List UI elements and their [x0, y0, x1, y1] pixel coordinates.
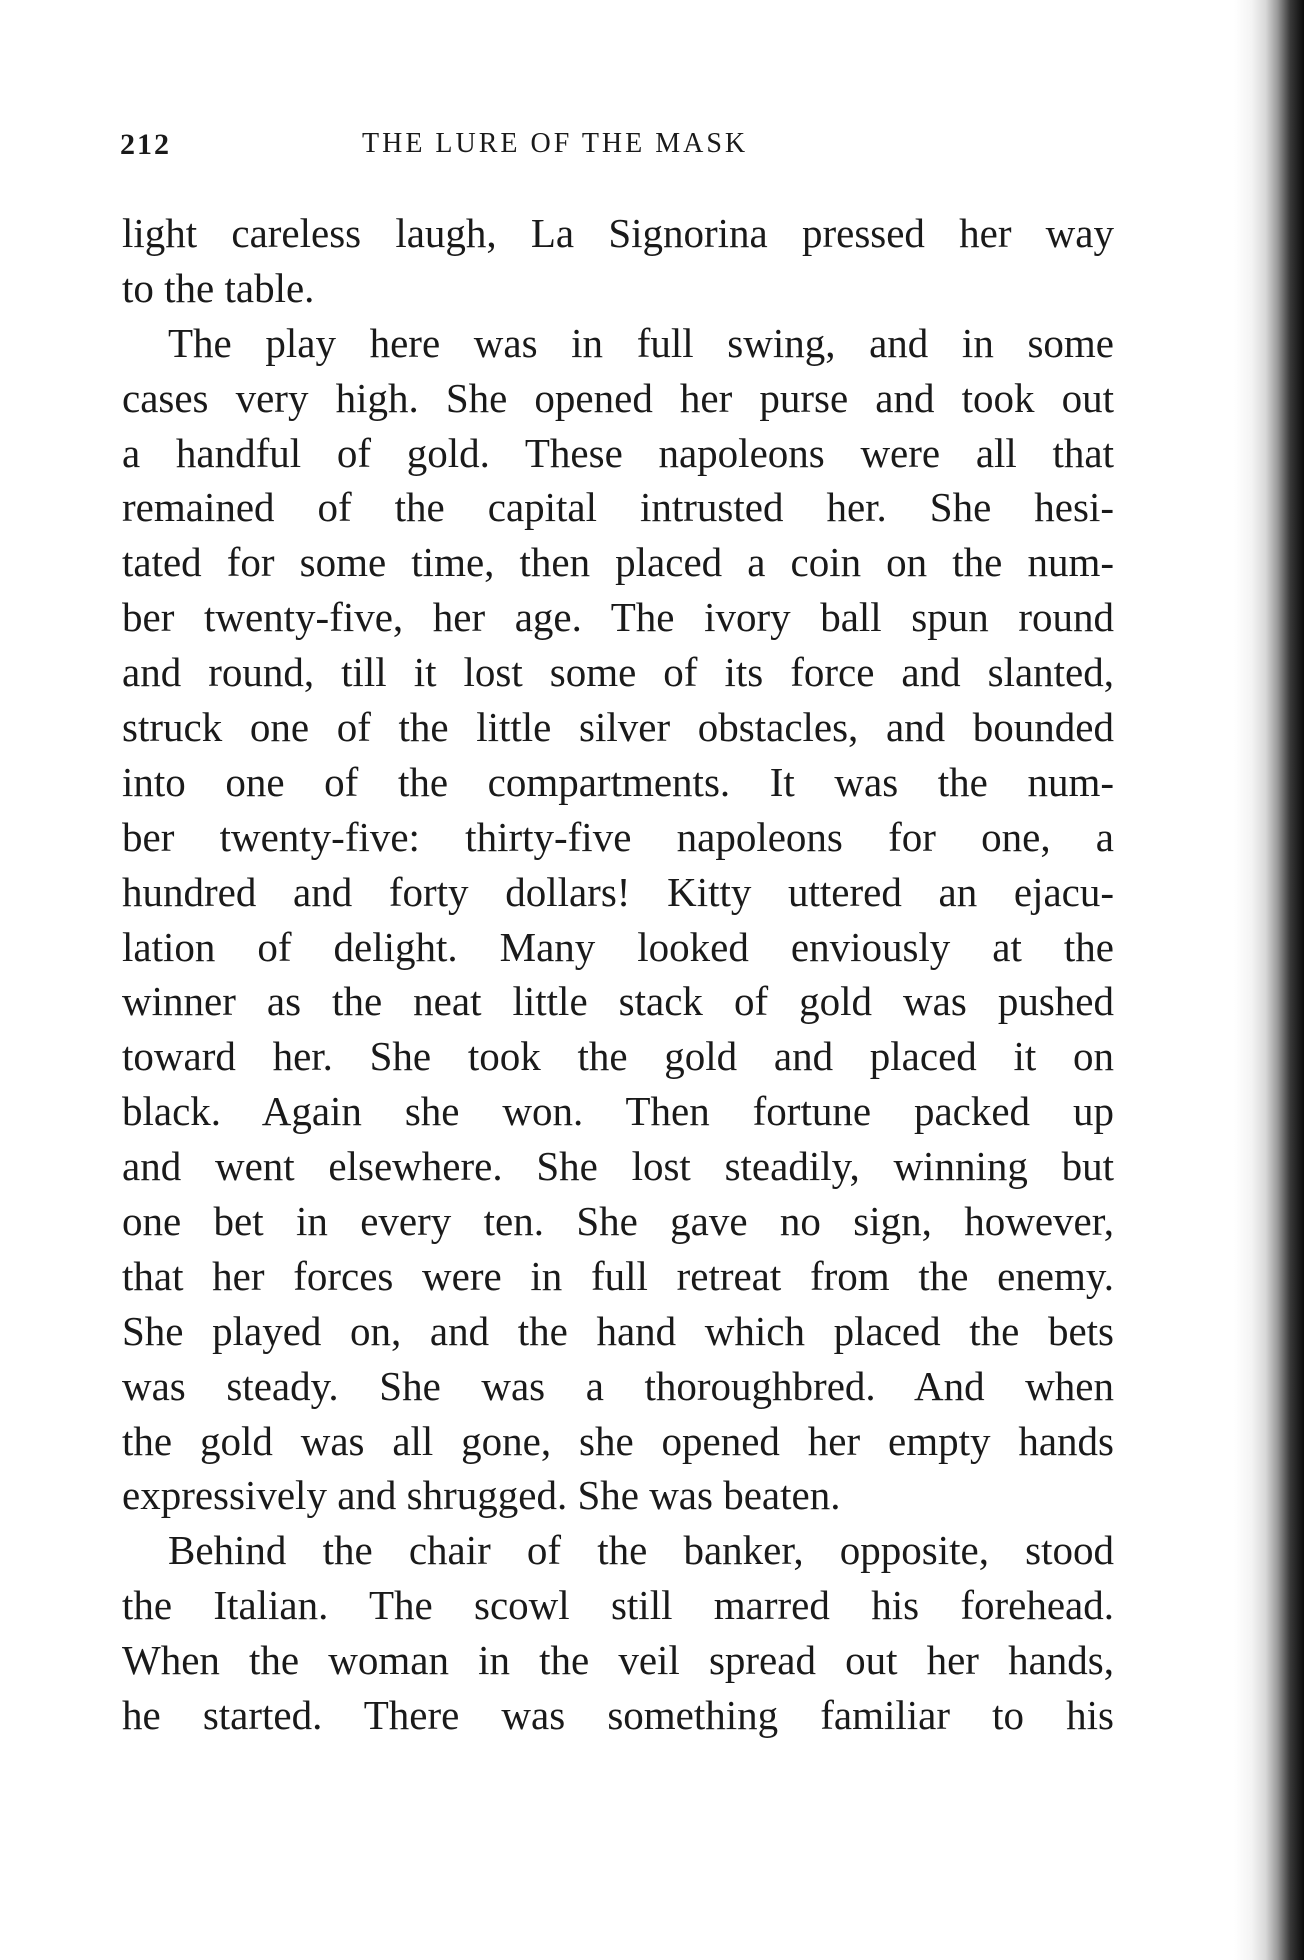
text-line: remained of the capital intrusted her. She hesi- [122, 484, 1114, 531]
text-line: light careless laugh, La Signorina pressed her way [122, 210, 1114, 256]
text-line: Behind the chair of the banker, opposite, stood [168, 1527, 1114, 1574]
page-header [120, 128, 880, 168]
page-number: 212 [120, 128, 171, 161]
page-edge-shadow [1234, 0, 1304, 1960]
text-line: cases very high. She opened her purse and took out [122, 374, 1114, 421]
text-line: was steady. She was a thoroughbred. And when [122, 1362, 1114, 1409]
text-line: toward her. She took the gold and placed it on [122, 1033, 1114, 1080]
text-line: into one of the compartments. It was the num- [122, 758, 1114, 805]
text-line: lation of delight. Many looked enviously at the [122, 923, 1114, 970]
text-line: a handful of gold. These napoleons were all that [122, 429, 1114, 476]
running-title: THE LURE OF THE MASK [362, 128, 749, 159]
text-line: that her forces were in full retreat from the enemy. [122, 1252, 1114, 1299]
text-line: tated for some time, then placed a coin on the num- [122, 539, 1114, 586]
text-line: the Italian. The scowl still marred his forehead. [122, 1582, 1114, 1629]
text-line: ber twenty-five, her age. The ivory ball spun round [122, 594, 1114, 641]
text-line: to the table. [122, 264, 315, 311]
text-line: ber twenty-five: thirty-five napoleons for one, a [122, 813, 1114, 860]
text-line: expressively and shrugged. She was beaten. [122, 1472, 841, 1519]
body-text [122, 206, 1114, 1743]
text-line: one bet in every ten. She gave no sign, however, [122, 1198, 1114, 1245]
text-line: the gold was all gone, she opened her empty hands [122, 1417, 1114, 1464]
text-line: winner as the neat little stack of gold was pushed [122, 978, 1114, 1025]
text-line: When the woman in the veil spread out her hands, [122, 1637, 1114, 1684]
text-line: She played on, and the hand which placed the bets [122, 1307, 1114, 1354]
text-line: struck one of the little silver obstacles, and bounded [122, 704, 1114, 751]
text-line: and went elsewhere. She lost steadily, winning but [122, 1143, 1114, 1190]
text-line: The play here was in full swing, and in some [168, 319, 1114, 366]
text-line: hundred and forty dollars! Kitty uttered an ejacu- [122, 868, 1114, 915]
text-line: black. Again she won. Then fortune packed up [122, 1088, 1114, 1135]
text-line: and round, till it lost some of its force and slanted, [122, 649, 1114, 696]
text-line: he started. There was something familiar to his [122, 1692, 1114, 1739]
